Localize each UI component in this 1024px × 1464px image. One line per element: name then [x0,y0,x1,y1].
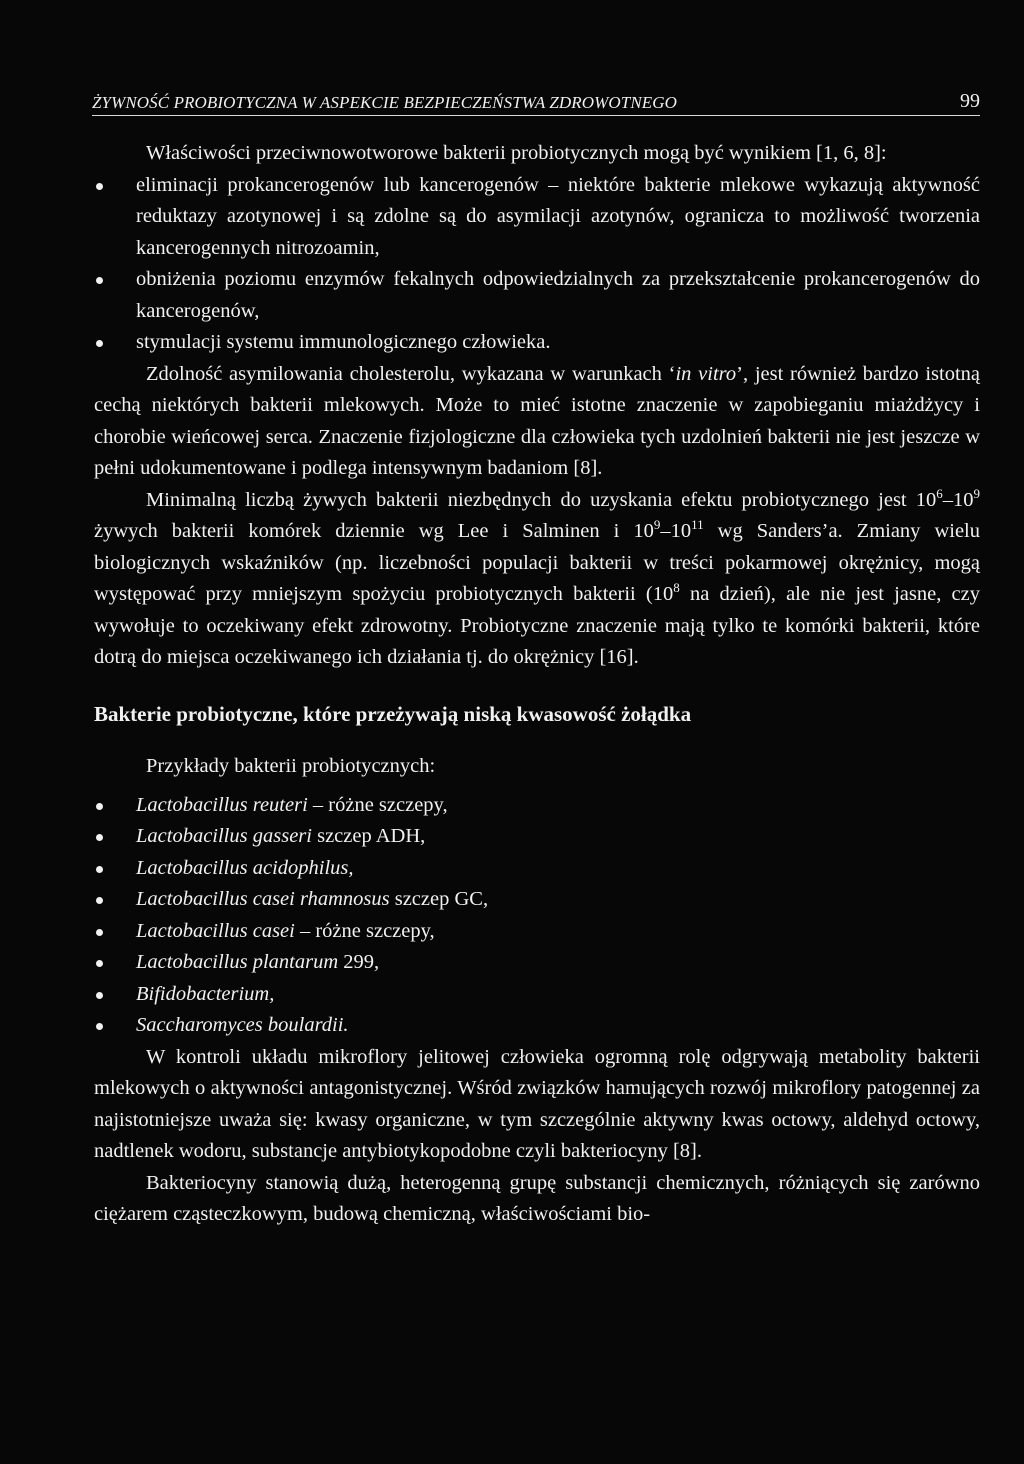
list-item: Lactobacillus gasseri szczep ADH, [94,821,980,853]
list-item: Lactobacillus plantarum 299, [94,947,980,979]
paragraph-intro: Właściwości przeciwnowotworowe bakterii probiotycznych mogą być wynikiem [1, 6, 8]: [146,142,887,164]
anticancer-mechanisms-list [94,170,980,359]
paragraph-metabolites: W kontroli układu mikroflory jelitowej człowieka ogromną rolę odgrywają metabolity bakterii mlekowych o aktywności antagonistycznej. Wśród związków hamujących rozwój mikroflory patogennej za najistotniejsze uważa się: kwasy organiczne, w tym szczególnie aktywny kwas octowy, aldehyd octowy, nadtlenek wodoru, substancje antybiotykopodobne czyli bakteriocyny [8]. [94,1045,980,1162]
examples-intro: Przykłady bakterii probiotycznych: [146,755,436,777]
page-header [92,90,980,116]
list-item: eliminacji prokancerogenów lub kancerogenów – niektóre bakterie mlekowe wykazują aktywność reduktazy azotynowej i są zdolne są do asymilacji azotynów, ogranicza to możliwość tworzenia kancerogennych nitrozoamin, [94,170,980,265]
list-item: Lactobacillus casei rhamnosus szczep GC, [94,884,980,916]
list-item: Lactobacillus reuteri – różne szczepy, [94,790,980,822]
paragraph-bacteriocins: Bakteriocyny stanowią dużą, heterogenną grupę substancji chemicznych, różniących się zarówno ciężarem cząsteczkowym, budową chemiczną, właściwościami bio- [94,1171,980,1225]
list-item: Lactobacillus acidophilus, [94,853,980,885]
list-item: Bifidobacterium, [94,979,980,1011]
list-item: obniżenia poziomu enzymów fekalnych odpowiedzialnych za przekształcenie prokancerogenów do kancerogenów, [94,264,980,327]
list-item: Saccharomyces boulardii. [94,1010,980,1042]
page-number: 99 [960,90,980,112]
list-item: Lactobacillus casei – różne szczepy, [94,916,980,948]
paragraph-cholesterol: Zdolność asymilowania cholesterolu, wykazana w warunkach ‘in vitro’, jest również bardzo istotną cechą niektórych bakterii mlekowych. Może to mieć istotne znaczenie w zapobieganiu miażdżycy i chorobie wieńcowej serca. Znaczenie fizjologiczne dla człowieka tych uzdolnień bakterii nie jest jeszcze w pełni udokumentowane i podlega intensywnym badaniom [8]. [94,362,980,479]
page-body [94,138,980,1231]
probiotic-examples-list [94,790,980,1042]
running-title: ŻYWNOŚĆ PROBIOTYCZNA W ASPEKCIE BEZPIECZEŃSTWA ZDROWOTNEGO [92,93,678,112]
list-item: stymulacji systemu immunologicznego człowieka. [94,327,980,359]
section-heading: Bakterie probiotyczne, które przeżywają niską kwasowość żołądka [94,701,692,726]
paragraph-minimal-dose: Minimalną liczbą żywych bakterii niezbędnych do uzyskania efektu probiotycznego jest $10^6-10^9$ żywych bakterii komórek dziennie wg Lee i Salminen i $10^9-10^{11}$ wg Sanders’a. Zmiany wielu biologicznych wskaźników (np. liczebności populacji bakterii w treści pokarmowej okrężnicy, mogą występować przy mniejszym spożyciu probiotycznych bakterii ($10^8$ na dzień), ale nie jest jasne, czy wywołuje to oczekiwany efekt zdrowotny. Probiotyczne znaczenie mają tylko te komórki bakterii, które dotrą do miejsca oczekiwanego ich działania tj. do okrężnicy [16]. [94,485,980,668]
